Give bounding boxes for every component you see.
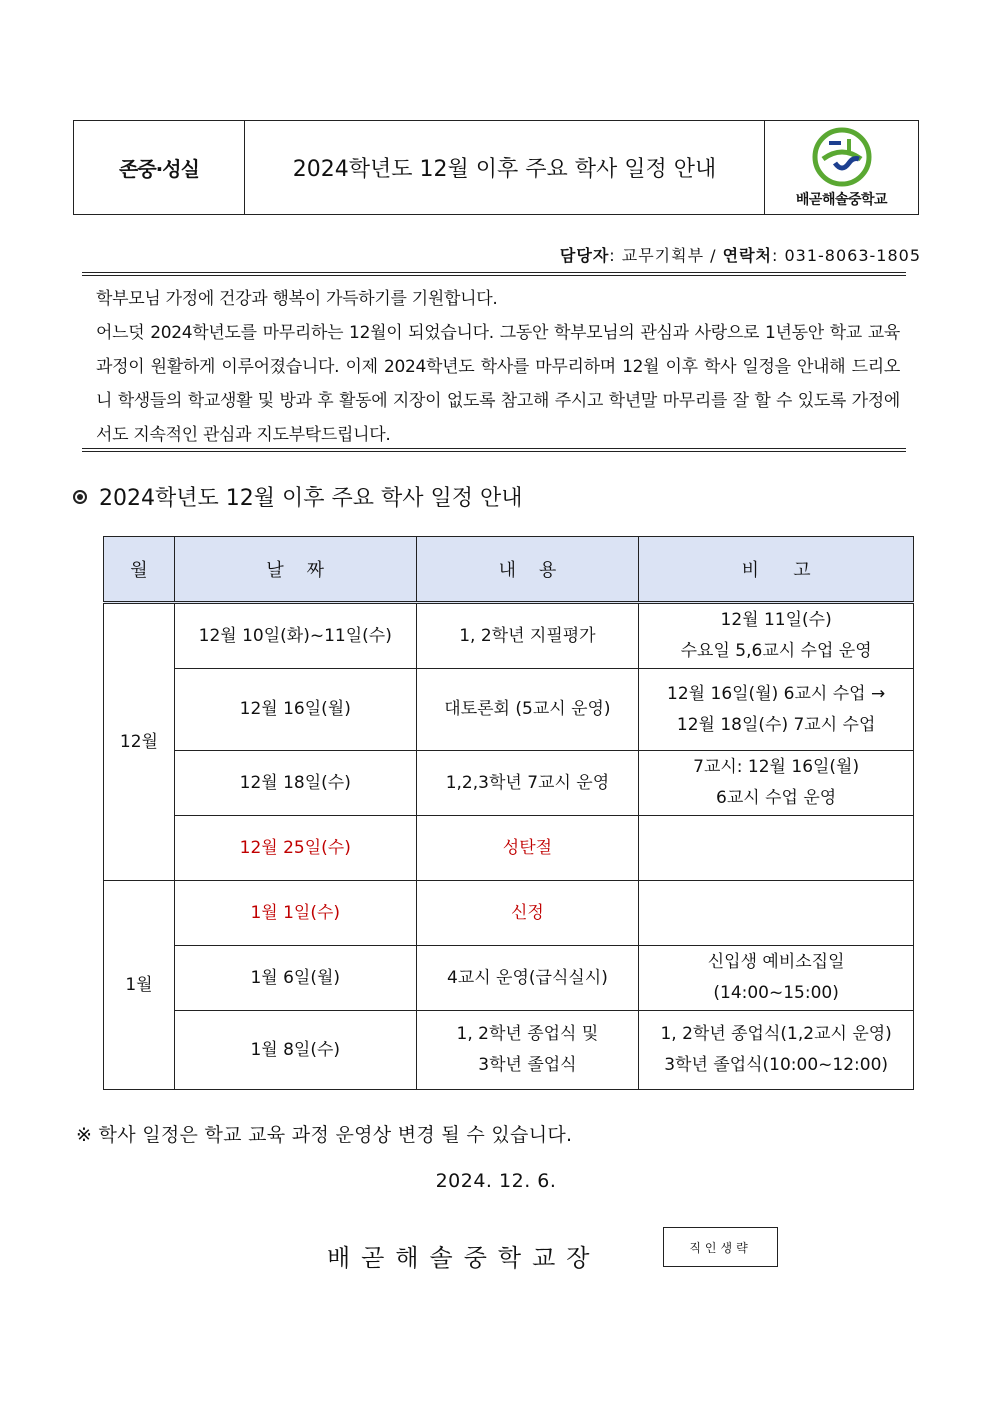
table-header-row: [104, 537, 914, 603]
table-row: [104, 816, 914, 881]
date-cell: 12월 16일(월): [174, 669, 416, 751]
intro-body: 어느덧 2024학년도를 마무리하는 12월이 되었습니다. 그동안 학부모님의 관심과 사랑으로 1년동안 학교 교육 과정이 원활하게 이루어졌습니다. 이제 2024학년도 학사를 마무리하며 12월 이후 학사 일정을 안내해 드리오니 학생들의 학교생활 및 방과 후 활동에 지장이 없도록 참고해 주시고 학년말 마무리를 잘 할 수 있도록 가정에서도 지속적인 관심과 지도부탁드립니다.: [96, 323, 900, 445]
intro-paragraph: [96, 282, 900, 452]
content-cell: 4교시 운영(급식실시): [416, 946, 639, 1011]
note-cell: [639, 1011, 914, 1090]
content-cell: 성탄절: [416, 816, 639, 881]
content-cell: 1,2,3학년 7교시 운영: [416, 751, 639, 816]
table-row: [104, 751, 914, 816]
date-cell: 1월 1일(수): [174, 881, 416, 946]
content-cell: 1, 2학년 지필평가: [416, 603, 639, 669]
note-line: 신입생 예비소집일: [707, 952, 845, 972]
contact-line: [560, 243, 921, 266]
section-heading: [73, 481, 522, 512]
date-cell: 1월 8일(수): [174, 1011, 416, 1090]
date-cell: 12월 18일(수): [174, 751, 416, 816]
section-heading-text: 2024학년도 12월 이후 주요 학사 일정 안내: [99, 486, 523, 511]
note-cell: [639, 669, 914, 751]
seal-omitted-box: 직인생략: [663, 1227, 778, 1267]
header-content: 내 용: [416, 537, 639, 603]
school-emblem-icon: [809, 127, 875, 187]
divider-top: [82, 272, 906, 276]
table-row: [104, 603, 914, 669]
logo-school-name: 배곧해솔중학교: [795, 191, 888, 208]
note-line: 12월 11일(수): [720, 610, 832, 630]
note-cell: [639, 816, 914, 881]
schedule-table: [103, 536, 914, 1090]
contact-person-value: : 교무기획부 /: [609, 246, 723, 265]
content-cell: 신정: [416, 881, 639, 946]
table-row: [104, 881, 914, 946]
document-title: 2024학년도 12월 이후 주요 학사 일정 안내: [245, 121, 765, 214]
header-note: 비 고: [639, 537, 914, 603]
content-line: 1, 2학년 종업식 및: [456, 1024, 599, 1044]
school-motto: 존중·성실: [74, 121, 245, 214]
note-line: 3학년 졸업식(10:00~12:00): [664, 1055, 889, 1075]
divider-bottom: [82, 448, 906, 452]
note-line: (14:00~15:00): [713, 983, 839, 1003]
footnote: ※ 학사 일정은 학교 교육 과정 운영상 변경 될 수 있습니다.: [76, 1124, 573, 1146]
note-line: 1, 2학년 종업식(1,2교시 운영): [660, 1024, 892, 1044]
month-cell: 12월: [104, 603, 175, 881]
contact-phone-label: 연락처: [722, 246, 772, 265]
note-line: 12월 16일(월) 6교시 수업 →: [667, 683, 886, 704]
document-header: [73, 120, 919, 215]
note-cell: [639, 946, 914, 1011]
header-month: 월: [104, 537, 175, 603]
school-logo: [765, 121, 918, 214]
radio-bullet-icon: [73, 490, 87, 504]
table-row: [104, 1011, 914, 1090]
table-row: [104, 946, 914, 1011]
header-date: 날 짜: [174, 537, 416, 603]
note-line: 수요일 5,6교시 수업 운영: [680, 641, 872, 661]
content-cell: 대토론회 (5교시 운영): [416, 669, 639, 751]
contact-phone-value: : 031-8063-1805: [772, 246, 921, 265]
note-cell: [639, 603, 914, 669]
intro-greeting: 학부모님 가정에 건강과 행복이 가득하기를 기원합니다.: [96, 289, 498, 309]
date-cell: 12월 25일(수): [174, 816, 416, 881]
principal-signature: 배곧해솔중학교장: [327, 1244, 601, 1272]
document-date: 2024. 12. 6.: [435, 1170, 557, 1192]
note-line: 12월 18일(수) 7교시 수업: [676, 714, 876, 735]
note-line: 7교시: 12월 16일(월): [693, 757, 860, 777]
note-cell: [639, 881, 914, 946]
date-cell: 1월 6일(월): [174, 946, 416, 1011]
table-row: [104, 669, 914, 751]
content-cell: [416, 1011, 639, 1090]
month-cell: 1월: [104, 881, 175, 1090]
contact-person-label: 담당자: [559, 246, 610, 265]
note-cell: [639, 751, 914, 816]
content-line: 3학년 졸업식: [478, 1055, 577, 1075]
date-cell: 12월 10일(화)~11일(수): [174, 603, 416, 669]
note-line: 6교시 수업 운영: [716, 788, 837, 808]
